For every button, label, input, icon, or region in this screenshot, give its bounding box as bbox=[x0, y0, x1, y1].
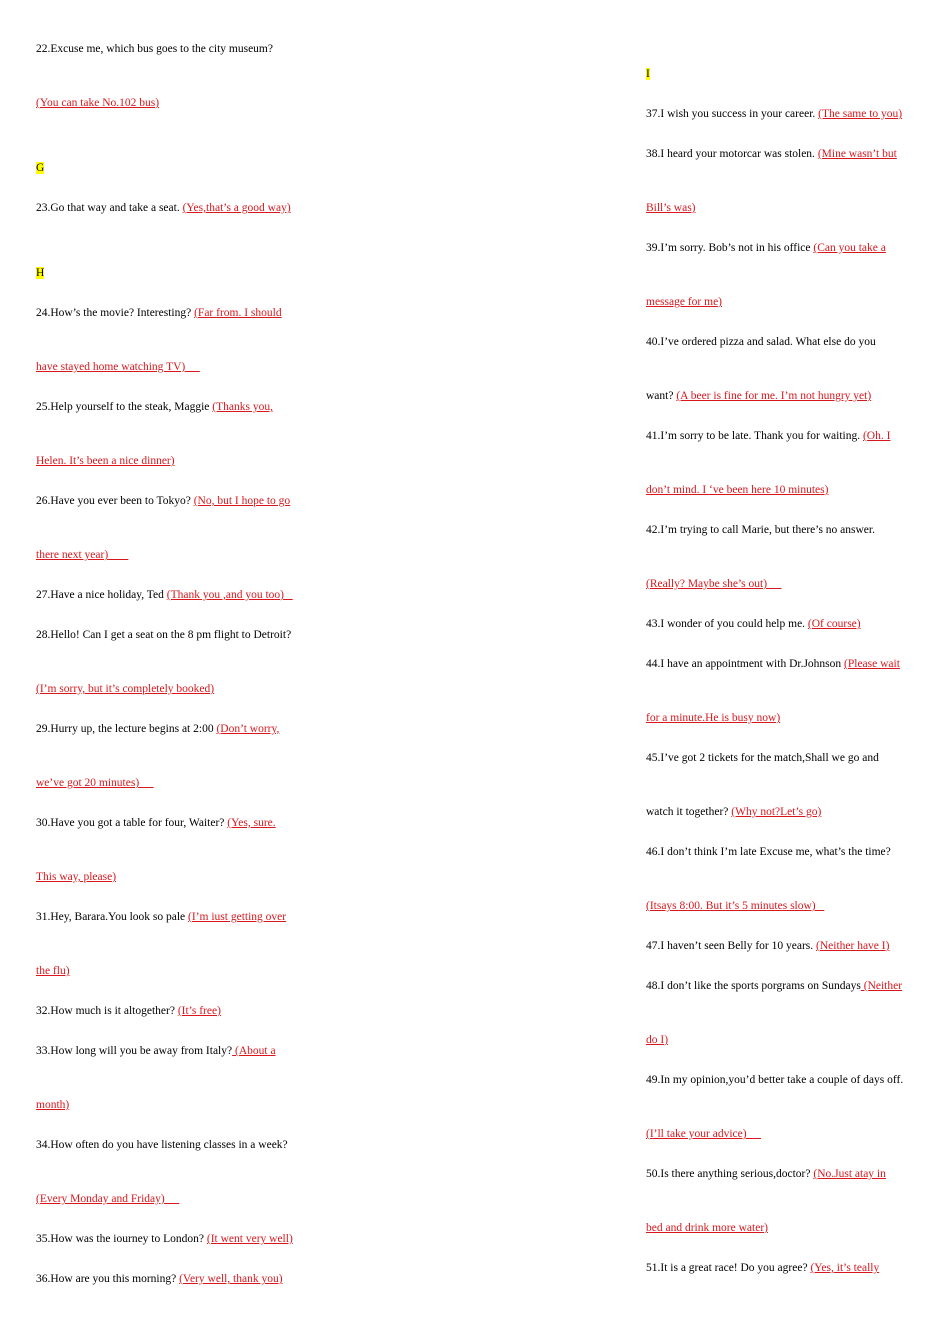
text-line bbox=[646, 295, 722, 309]
section-marker: G bbox=[36, 162, 45, 174]
text-line bbox=[36, 548, 128, 562]
text-line bbox=[646, 1073, 903, 1087]
text-line bbox=[646, 523, 875, 537]
question-text: 46.I don’t think I’m late Excuse me, what’s the time? bbox=[646, 846, 891, 858]
answer-text: (About a bbox=[232, 1045, 276, 1057]
text-line bbox=[36, 1192, 179, 1206]
answer-text: (Neither have I) bbox=[816, 940, 890, 952]
question-text: 38.I heard your motorcar was stolen. bbox=[646, 148, 818, 160]
answer-text: (I’m iust getting over bbox=[188, 911, 287, 923]
question-text: 31.Hey, Barara.You look so pale bbox=[36, 911, 189, 923]
answer-text: (Thank you ,and you too) _ bbox=[166, 589, 293, 601]
text-line bbox=[36, 400, 273, 414]
answer-text: (It went very well) bbox=[206, 1233, 293, 1245]
answer-text: (I’m sorry, but it’s completely booked) bbox=[36, 683, 215, 695]
answer-text: bed and drink more water) bbox=[646, 1222, 768, 1234]
question-text: 25.Help yourself to the steak, Maggie bbox=[36, 401, 213, 413]
question-text: 51.It is a great race! Do you agree? bbox=[646, 1262, 811, 1274]
text-line bbox=[36, 266, 44, 280]
question-text: 33.How long will you be away from Italy? bbox=[36, 1045, 233, 1057]
text-line bbox=[646, 201, 696, 215]
question-text: 27.Have a nice holiday, Ted bbox=[36, 589, 167, 601]
answer-text: (You can take No.102 bus) bbox=[36, 97, 160, 109]
text-line bbox=[646, 939, 889, 953]
question-text: 29.Hurry up, the lecture begins at 2:00 bbox=[36, 723, 217, 735]
text-line bbox=[646, 1167, 886, 1181]
text-line bbox=[36, 964, 70, 978]
text-line bbox=[646, 657, 900, 671]
text-line bbox=[36, 1272, 283, 1286]
text-line bbox=[36, 628, 291, 642]
question-text: 44.I have an appointment with Dr.Johnson bbox=[646, 658, 845, 670]
text-line bbox=[36, 454, 175, 468]
question-text: 26.Have you ever been to Tokyo? bbox=[36, 495, 194, 507]
question-text: 30.Have you got a table for four, Waiter? bbox=[36, 817, 228, 829]
answer-text: (Yes,that’s a good way) bbox=[182, 202, 291, 214]
answer-text: (Very well, thank you) bbox=[179, 1273, 283, 1285]
answer-text: message for me) bbox=[646, 296, 722, 308]
answer-text: (Really? Maybe she’s out) __ bbox=[646, 578, 782, 590]
text-line bbox=[36, 201, 291, 215]
question-text: want? bbox=[646, 390, 677, 402]
text-line bbox=[646, 67, 650, 81]
section-marker: H bbox=[36, 267, 45, 279]
text-line bbox=[646, 107, 902, 121]
question-text: 49.In my opinion,you’d better take a couple of days off. bbox=[646, 1074, 904, 1086]
text-line bbox=[646, 711, 780, 725]
answer-text: (Don’t worry, bbox=[216, 723, 280, 735]
answer-text: month) bbox=[36, 1099, 70, 1111]
question-text: 32.How much is it altogether? bbox=[36, 1005, 178, 1017]
text-line bbox=[36, 1232, 293, 1246]
text-line bbox=[646, 389, 871, 403]
question-text: watch it together? bbox=[646, 806, 732, 818]
answer-text: (Yes, sure. bbox=[227, 817, 276, 829]
question-text: 23.Go that way and take a seat. bbox=[36, 202, 183, 214]
question-text: 36.How are you this morning? bbox=[36, 1273, 180, 1285]
question-text: 37.I wish you success in your career. bbox=[646, 108, 819, 120]
answer-text: there next year) ___ bbox=[36, 549, 129, 561]
text-line bbox=[646, 1033, 668, 1047]
answer-text: for a minute.He is busy now) bbox=[646, 712, 781, 724]
question-text: 24.How’s the movie? Interesting? bbox=[36, 307, 195, 319]
text-line bbox=[646, 483, 828, 497]
text-line bbox=[36, 816, 276, 830]
question-text: 22.Excuse me, which bus goes to the city museum? bbox=[36, 43, 273, 55]
text-line bbox=[646, 1221, 768, 1235]
answer-text: (Yes, it’s teally bbox=[810, 1262, 880, 1274]
text-line bbox=[646, 979, 902, 993]
answer-text: the flu) bbox=[36, 965, 70, 977]
answer-text: (It’s free) bbox=[177, 1005, 221, 1017]
question-text: 28.Hello! Can I get a seat on the 8 pm flight to Detroit? bbox=[36, 629, 292, 641]
answer-text: (Every Monday and Friday) __ bbox=[36, 1193, 180, 1205]
text-line bbox=[646, 335, 876, 349]
answer-text: (A beer is fine for me. I’m not hungry yet) bbox=[676, 390, 872, 402]
text-line bbox=[36, 96, 159, 110]
text-line bbox=[36, 1004, 221, 1018]
question-text: 50.Is there anything serious,doctor? bbox=[646, 1168, 814, 1180]
text-line bbox=[646, 241, 886, 255]
answer-text: (No, but I hope to go bbox=[193, 495, 291, 507]
answer-text: (Thanks you, bbox=[212, 401, 273, 413]
text-line bbox=[36, 776, 154, 790]
text-line bbox=[646, 147, 897, 161]
question-text: 41.I’m sorry to be late. Thank you for waiting. bbox=[646, 430, 863, 442]
answer-text: Bill’s was) bbox=[646, 202, 696, 214]
text-line bbox=[36, 360, 200, 374]
question-text: 42.I’m trying to call Marie, but there’s no answer. bbox=[646, 524, 875, 536]
text-line bbox=[36, 588, 293, 602]
text-line bbox=[646, 1127, 761, 1141]
text-line bbox=[646, 899, 824, 913]
text-line bbox=[646, 429, 890, 443]
answer-text: don’t mind. I ‘ve been here 10 minutes) bbox=[646, 484, 829, 496]
answer-text: do I) bbox=[646, 1034, 669, 1046]
text-line bbox=[646, 845, 891, 859]
question-text: 43.I wonder of you could help me. bbox=[646, 618, 808, 630]
answer-text: (Please wait bbox=[844, 658, 900, 670]
question-text: 45.I’ve got 2 tickets for the match,Shall we go and bbox=[646, 752, 879, 764]
text-line bbox=[36, 870, 116, 884]
text-line bbox=[36, 494, 290, 508]
answer-text: have stayed home watching TV) __ bbox=[36, 361, 200, 373]
answer-text: (Mine wasn’t but bbox=[817, 148, 897, 160]
text-line bbox=[36, 1138, 288, 1152]
question-text: 48.I don’t like the sports porgrams on Sundays bbox=[646, 980, 861, 992]
text-line bbox=[646, 1261, 879, 1275]
answer-text: (Itsays 8:00. But it’s 5 minutes slow) _ bbox=[646, 900, 825, 912]
text-line bbox=[646, 577, 781, 591]
text-line bbox=[36, 42, 273, 56]
question-text: 47.I haven’t seen Belly for 10 years. bbox=[646, 940, 817, 952]
text-line bbox=[646, 805, 821, 819]
answer-text: (The same to you) bbox=[818, 108, 903, 120]
text-line bbox=[646, 617, 861, 631]
text-line bbox=[36, 306, 282, 320]
answer-text: (Can you take a bbox=[813, 242, 886, 254]
answer-text: (Oh. I bbox=[862, 430, 891, 442]
text-line bbox=[36, 1044, 276, 1058]
answer-text: (Neither bbox=[860, 980, 903, 992]
text-line bbox=[36, 161, 44, 175]
answer-text: (Why not?Let’s go) bbox=[731, 806, 822, 818]
answer-text: (No.Just atay in bbox=[813, 1168, 886, 1180]
question-text: 40.I’ve ordered pizza and salad. What else do you bbox=[646, 336, 876, 348]
question-text: 35.How was the iourney to London? bbox=[36, 1233, 207, 1245]
section-marker: I bbox=[646, 68, 650, 80]
text-line bbox=[36, 682, 214, 696]
text-line bbox=[36, 910, 286, 924]
answer-text: (Far from. I should bbox=[194, 307, 282, 319]
answer-text: (Of course) bbox=[807, 618, 861, 630]
text-line bbox=[646, 751, 879, 765]
answer-text: we’ve got 20 minutes) __ bbox=[36, 777, 154, 789]
text-line bbox=[36, 1098, 69, 1112]
text-line bbox=[36, 722, 279, 736]
question-text: 34.How often do you have listening classes in a week? bbox=[36, 1139, 288, 1151]
answer-text: (I’ll take your advice) __ bbox=[646, 1128, 761, 1140]
question-text: 39.I’m sorry. Bob’s not in his office bbox=[646, 242, 814, 254]
answer-text: Helen. It’s been a nice dinner) bbox=[36, 455, 175, 467]
answer-text: This way, please) bbox=[36, 871, 117, 883]
